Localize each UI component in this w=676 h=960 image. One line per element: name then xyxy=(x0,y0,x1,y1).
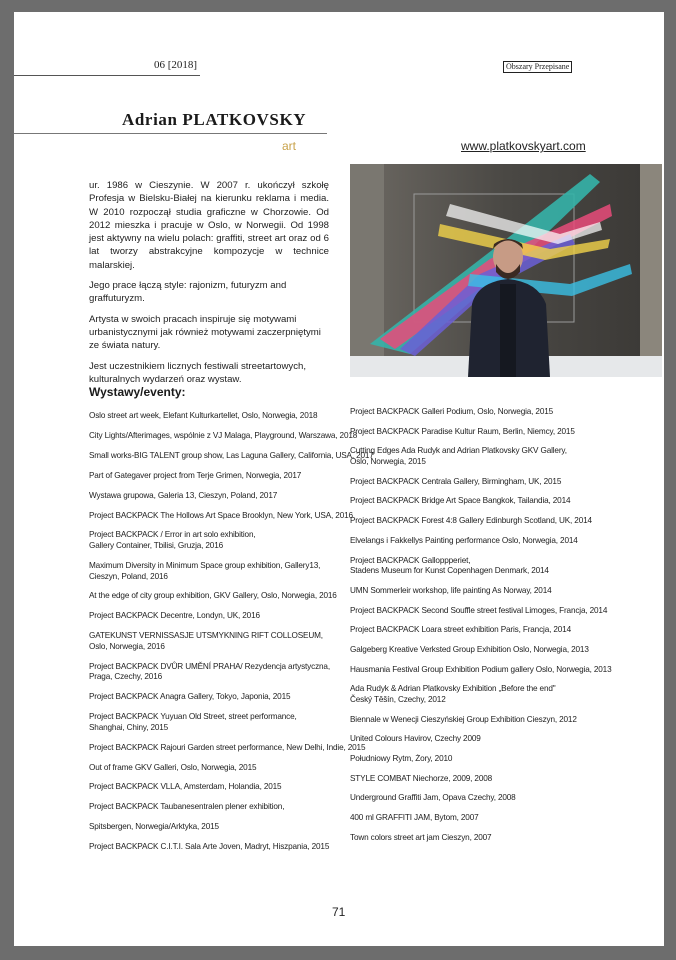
event-item: Project BACKPACK / Error in art solo exhibition, xyxy=(89,530,256,540)
event-item: Project BACKPACK Yuyuan Old Street, street performance, xyxy=(89,712,297,722)
event-item: Project BACKPACK Galleri Podium, Oslo, Norwegia, 2015 xyxy=(350,407,554,416)
event-item: Stadens Museum for Kunst Copenhagen Denmark, 2014 xyxy=(350,566,549,576)
event-item: Biennale w Wenecji Cieszyńskiej Group Exhibition Cieszyn, 2012 xyxy=(350,714,577,724)
event-item: STYLE COMBAT Niechorze, 2009, 2008 xyxy=(350,773,493,783)
event-item: 400 ml GRAFFITI JAM, Bytom, 2007 xyxy=(350,813,479,823)
event-item: Project BACKPACK Galloppperiet, xyxy=(350,555,471,565)
publication-logo: Obszary Przepisane xyxy=(503,61,572,73)
category-tag: art xyxy=(282,139,297,153)
event-item: Project BACKPACK C.I.T.I. Sala Arte Joven, Madryt, Hiszpania, 2015 xyxy=(89,842,330,852)
event-item: Project BACKPACK Bridge Art Space Bangkok, Tailandia, 2014 xyxy=(350,496,571,506)
event-item: GATEKUNST VERNISSASJE UTSMYKNING RIFT COLLOSEUM, xyxy=(89,631,323,641)
event-item: Spitsbergen, Norwegia/Arktyka, 2015 xyxy=(89,822,219,832)
event-item: Cutting Edges Ada Rudyk and Adrian Platkovsky GKV Gallery, xyxy=(350,446,567,456)
event-item: Project BACKPACK VLLA, Amsterdam, Holandia, 2015 xyxy=(89,782,282,792)
author-rule xyxy=(14,133,327,134)
artist-photo xyxy=(350,164,662,377)
bio-paragraph: Jego prace łączą style: rajonizm, futuryzm and graffuturyzm. xyxy=(89,280,287,305)
event-item: Oslo, Norwegia, 2015 xyxy=(350,457,426,466)
event-item: Project BACKPACK Anagra Gallery, Tokyo, Japonia, 2015 xyxy=(89,692,291,702)
header-rule xyxy=(14,75,200,76)
event-item: Gallery Container, Tbilisi, Gruzja, 2016 xyxy=(89,541,224,550)
event-item: UMN Sommerleir workshop, life painting As Norway, 2014 xyxy=(350,585,552,595)
events-heading: Wystawy/eventy: xyxy=(89,385,186,399)
event-item: United Colours Havirov, Czechy 2009 xyxy=(350,734,481,744)
event-item: Oslo street art week, Elefant Kulturkartellet, Oslo, Norwegia, 2018 xyxy=(89,411,318,420)
event-item: Project BACKPACK Centrala Gallery, Birmingham, UK, 2015 xyxy=(350,476,562,486)
event-item: Maximum Diversity in Minimum Space group exhibition, Gallery13, xyxy=(89,560,321,570)
issue-label: 06 [2018] xyxy=(154,59,198,71)
website-link[interactable]: www.platkovskyart.com xyxy=(461,139,586,153)
author-name: Adrian PLATKOVSKY xyxy=(122,110,307,129)
event-item: Town colors street art jam Cieszyn, 2007 xyxy=(350,832,492,842)
event-item: Oslo, Norwegia, 2016 xyxy=(89,641,165,651)
event-item: Hausmania Festival Group Exhibition Podium gallery Oslo, Norwegia, 2013 xyxy=(350,664,612,674)
event-item: City Lights/Afterimages, wspólnie z VJ Malaga, Playground, Warszawa, 2018 xyxy=(89,430,358,440)
event-item: Český Těšín, Czechy, 2012 xyxy=(350,694,446,704)
event-item: Project BACKPACK Decentre, Londyn, UK, 2016 xyxy=(89,611,260,621)
event-item: Praga, Czechy, 2016 xyxy=(89,672,163,682)
magazine-page xyxy=(14,12,664,946)
event-item: Out of frame GKV Galleri, Oslo, Norwegia, 2015 xyxy=(89,762,257,772)
event-item: Elvelangs i Fakkellys Painting performance Oslo, Norwegia, 2014 xyxy=(350,535,578,545)
event-item: Project BACKPACK Paradise Kultur Raum, Berlin, Niemcy, 2015 xyxy=(350,426,575,436)
event-item: Project BACKPACK Rajouri Garden street performance, New Delhi, Indie, 2015 xyxy=(89,742,366,752)
event-item: Underground Graffiti Jam, Opava Czechy, 2008 xyxy=(350,793,516,803)
event-item: Project BACKPACK Forest 4:8 Gallery Edinburgh Scotland, UK, 2014 xyxy=(350,516,592,526)
biography xyxy=(89,179,329,393)
event-item: Cieszyn, Poland, 2016 xyxy=(89,571,168,581)
page-number: 71 xyxy=(332,905,346,919)
event-item: Ada Rudyk & Adrian Platkovsky Exhibition „Before the end" xyxy=(350,684,556,694)
event-item: Part of Gategaver project from Terje Grimen, Norwegia, 2017 xyxy=(89,470,302,480)
event-item: At the edge of city group exhibition, GKV Gallery, Oslo, Norwegia, 2016 xyxy=(89,591,337,601)
event-item: Small works-BIG TALENT group show, Las Laguna Gallery, California, USA, 2017 xyxy=(89,450,374,460)
event-item: Galgeberg Kreative Verksted Group Exhibition Oslo, Norwegia, 2013 xyxy=(350,644,589,654)
event-item: Project BACKPACK DVŮR UMĚNÍ PRAHA/ Rezydencja artystyczna, xyxy=(89,661,330,671)
bio-paragraph: Jest uczestnikiem licznych festiwali streetartowych, kulturalnych wydarzeń oraz wystaw. xyxy=(89,360,306,385)
event-item: Project BACKPACK Second Souffle street festival Limoges, Francja, 2014 xyxy=(350,605,608,615)
event-item: Południowy Rytm, Żory, 2010 xyxy=(350,754,453,763)
event-item: Project BACKPACK The Hollows Art Space Brooklyn, New York, USA, 2016 xyxy=(89,510,353,520)
bio-paragraph: ur. 1986 w Cieszynie. W 2007 r. ukończył szkołę Profesja w Bielsku-Białej na kierunku reklama i media. W 2010 rozpoczął studia graficzne w Chorzowie. Od 2012 mieszka i pracuje w Oslo, w Norwegii. Od 1998 jest aktywny na wielu polach: graffiti, street art oraz od 6 lat tworzy abstrakcyjne kompozycje w technice malarskiej. xyxy=(89,180,329,271)
bio-paragraph: Artysta w swoich pracach inspiruje się motywami urbanistycznymi jak również motywami zaczerpniętymi ze świata natury. xyxy=(89,313,321,352)
event-item: Project BACKPACK Loara street exhibition Paris, Francja, 2014 xyxy=(350,625,571,635)
event-item: Wystawa grupowa, Galeria 13, Cieszyn, Poland, 2017 xyxy=(89,490,278,500)
event-item: Project BACKPACK Taubanesentralen plener exhibition, xyxy=(89,802,285,812)
event-item: Shanghai, Chiny, 2015 xyxy=(89,722,169,732)
